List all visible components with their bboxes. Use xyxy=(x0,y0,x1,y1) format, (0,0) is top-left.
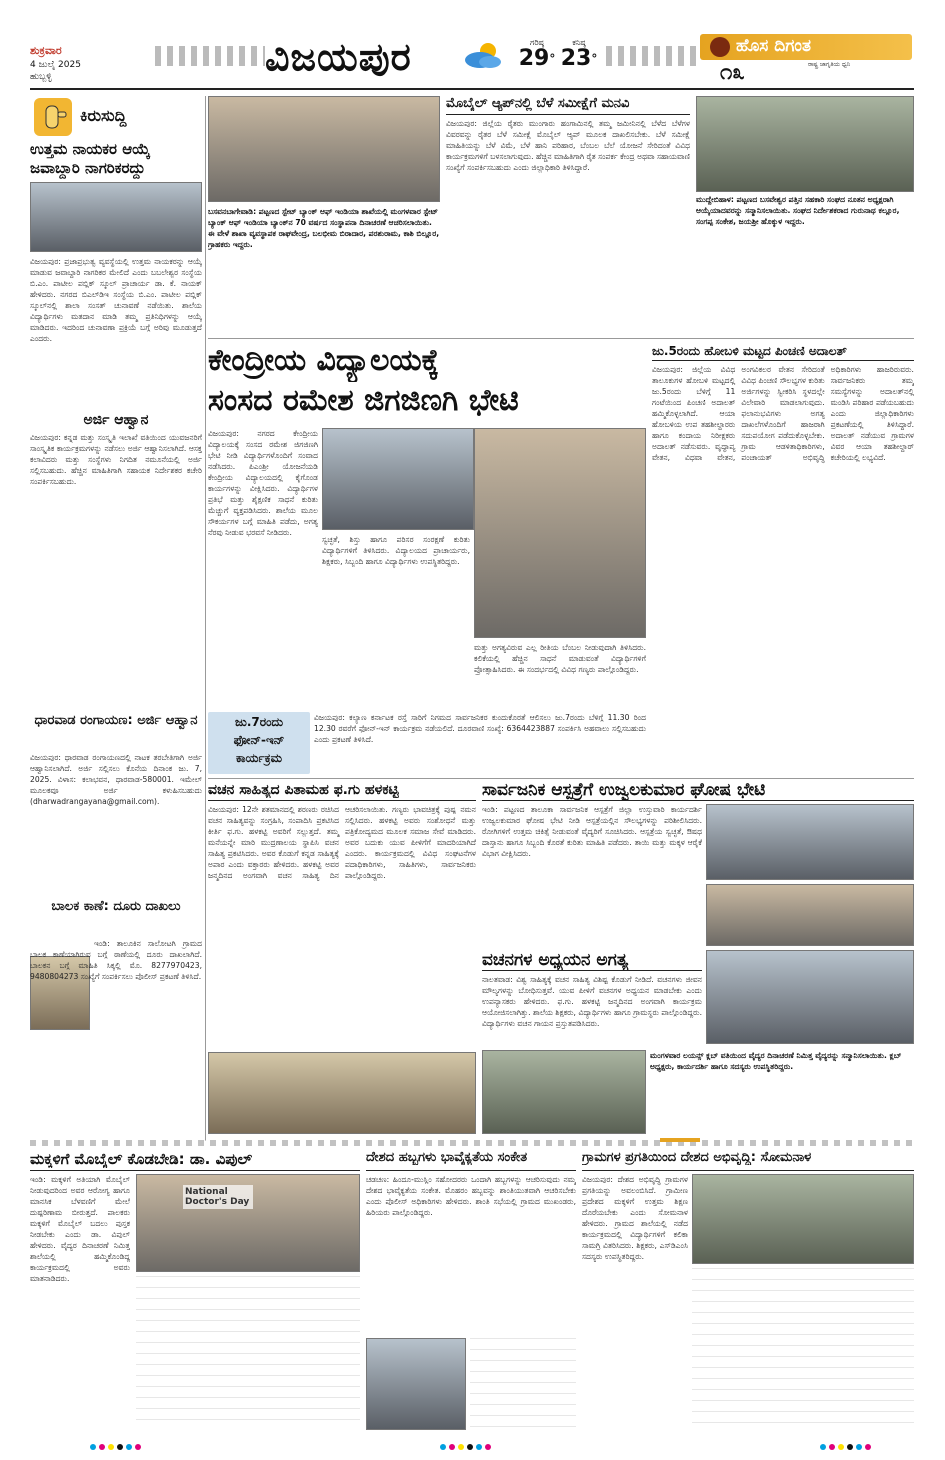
brand-box xyxy=(700,34,912,86)
brand-name: ಹೊಸ ದಿಗಂತ xyxy=(736,36,811,56)
max-label: ಗರಿಷ್ಠ xyxy=(530,38,544,47)
min-degree: ° xyxy=(591,52,598,66)
kv-body-3: ಮತ್ತು ಅಗತ್ಯವಿರುವ ಎಲ್ಲ ರೀತಿಯ ಬೆಂಬಲ ನೀಡುವುದಾಗಿ ತಿಳಿಸಿದರು. ಕಲಿಕೆಯಲ್ಲಿ ಹೆಚ್ಚಿನ ಸಾಧನೆ ಮಾಡುವಂತೆ ವಿದ್ಯಾರ್ಥಿಗಳಿಗೆ ಪ್ರೋತ್ಸಾಹಿಸಿದರು. ಈ ಸಂದರ್ಭದಲ್ಲಿ ವಿವಿಧ ಗಣ್ಯರು ಪಾಲ್ಗೊಂಡಿದ್ದರು. xyxy=(474,643,646,674)
mobile-kids-body-2 xyxy=(136,1276,360,1430)
dateline xyxy=(30,44,150,82)
vachana-study-headline: ವಚನಗಳ ಅಧ್ಯಯನ ಅಗತ್ಯ xyxy=(482,950,629,970)
vachana-rule xyxy=(208,800,476,801)
hospital-body: ಇಂಡಿ: ಪಟ್ಟಣದ ತಾಲೂಕಾ ಸಾರ್ವಜನಿಕ ಆಸ್ಪತ್ರೆಗೆ ಜಿಲ್ಲಾ ಉಸ್ತುವಾರಿ ಕಾರ್ಯದರ್ಶಿ ಉಜ್ವಲಕುಮಾರ ಘೋಷ ಭೇಟಿ ನೀಡಿ ಆಸ್ಪತ್ರೆಯಲ್ಲಿನ ಸೌಲಭ್ಯಗಳನ್ನು ಪರಿಶೀಲಿಸಿದರು. ರೋಗಿಗಳಿಗೆ ಉತ್ತಮ ಚಿಕಿತ್ಸೆ ನೀಡುವಂತೆ ವೈದ್ಯರಿಗೆ ಸೂಚಿಸಿದರು. ಆಸ್ಪತ್ರೆಯ ಸ್ವಚ್ಛತೆ, ಔಷಧ ದಾಸ್ತಾನು ಹಾಗೂ ಸಿಬ್ಬಂದಿ ಕೊರತೆ ಕುರಿತು ಮಾಹಿತಿ ಪಡೆದರು. ತಾಯಿ ಮತ್ತು ಮಕ್ಕಳ ಆರೈಕೆ ವಿಭಾಗ ವೀಕ್ಷಿಸಿದರು. xyxy=(482,805,702,858)
masthead-day: ಶುಕ್ರವಾರ xyxy=(30,44,62,57)
hospital-photo-2 xyxy=(706,884,914,946)
society-photo xyxy=(696,96,914,192)
bottom-stripes xyxy=(30,1140,914,1146)
kiru-photo xyxy=(30,182,202,252)
dharwad-body: ವಿಜಯಪುರ: ಧಾರವಾಡ ರಂಗಾಯಣದಲ್ಲಿ ನಾಟಕ ತರಬೇತಿಗಾಗಿ ಅರ್ಜಿ ಆಹ್ವಾನಿಸಲಾಗಿದೆ. ಅರ್ಜಿ ಸಲ್ಲಿಸಲು ಕೊನೆಯ ದಿನಾಂಕ ಜು. 7, 2025. ವಿಳಾಸ: ಕಲಾಭವನ, ಧಾರವಾಡ-580001. ಇಮೇಲ್ ಮೂಲಕವೂ ಅರ್ಜಿ ಕಳುಹಿಸಬಹುದು (dharwadrangayana@gmail.com). xyxy=(30,753,202,806)
hospital-photo-1 xyxy=(706,804,914,880)
masthead-stripes xyxy=(155,46,265,66)
mobile-kids-photo xyxy=(136,1174,360,1272)
village-body: ವಿಜಯಪುರ: ದೇಶದ ಅಭಿವೃದ್ಧಿ ಗ್ರಾಮಗಳ ಪ್ರಗತಿಯನ್ನು ಅವಲಂಬಿಸಿದೆ. ಗ್ರಾಮೀಣ ಪ್ರದೇಶದ ಮಕ್ಕಳಿಗೆ ಉತ್ತಮ ಶಿಕ್ಷಣ ದೊರೆಯಬೇಕು ಎಂದು ಸೋಮನಾಳ ಹೇಳಿದರು. ಗ್ರಾಮದ ಶಾಲೆಯಲ್ಲಿ ನಡೆದ ಕಾರ್ಯಕ್ರಮದಲ್ಲಿ ವಿದ್ಯಾರ್ಥಿಗಳಿಗೆ ಕಲಿಕಾ ಸಾಮಗ್ರಿ ವಿತರಿಸಿದರು. ಶಿಕ್ಷಕರು, ಎಸ್‌ಡಿಎಂಸಿ ಸದಸ್ಯರು ಉಪಸ್ಥಿತರಿದ್ದರು. xyxy=(582,1175,688,1261)
kv-headline-line1: ಕೇಂದ್ರೀಯ ವಿದ್ಯಾಲಯಕ್ಕೆ xyxy=(208,343,440,378)
village-headline: ಗ್ರಾಮಗಳ ಪ್ರಗತಿಯಿಂದ ದೇಶದ ಅಭಿವೃದ್ಧಿ: ಸೋಮನಾಳ xyxy=(582,1150,812,1165)
registration-dots-center xyxy=(440,1444,491,1450)
min-temp-value: 23 xyxy=(560,46,592,71)
mobile-kids-rule xyxy=(30,1170,360,1171)
max-degree: ° xyxy=(549,52,556,66)
weather-icon xyxy=(462,40,506,70)
kiru-body: ವಿಜಯಪುರ: ಪ್ರಜಾಪ್ರಭುತ್ವ ವ್ಯವಸ್ಥೆಯಲ್ಲಿ ಉತ್ತಮ ನಾಯಕರನ್ನು ಆಯ್ಕೆ ಮಾಡುವ ಜವಾಬ್ದಾರಿ ನಾಗರಿಕರ ಮೇಲಿದೆ ಎಂದು ಬಬಲೇಶ್ವರ ಸಂಸ್ಥೆಯ ಬಿ.ಎಂ. ಪಾಟೀಲ ಪಬ್ಲಿಕ್ ಸ್ಕೂಲ್ ಪ್ರಾಚಾರ್ಯ ಡಾ. ಕೆ. ನಾಯಕ್ ಹೇಳಿದರು. ನಗರದ ಬಿಎಲ್‌ಡಿಇ ಸಂಸ್ಥೆಯ ಬಿ.ಎಂ. ಪಾಟೀಲ ಪಬ್ಲಿಕ್ ಸ್ಕೂಲ್‌ನಲ್ಲಿ ಶಾಲಾ ಸಂಸತ್ ಚುನಾವಣೆ ನಡೆಯಿತು. ಶಾಲೆಯ ವಿದ್ಯಾರ್ಥಿಗಳು ಮತದಾನ ಮಾಡಿ ತಮ್ಮ ಪ್ರತಿನಿಧಿಗಳನ್ನು ಆಯ್ಕೆ ಮಾಡಿದರು. ಇದರಿಂದ ಚುನಾವಣಾ ಪ್ರಕ್ರಿಯೆ ಬಗ್ಗೆ ಅರಿವು ಮೂಡುತ್ತದೆ ಎಂದರು. xyxy=(30,257,202,343)
society-caption: ಮುದ್ದೇಬಿಹಾಳ: ಪಟ್ಟಣದ ಬಸವೇಶ್ವರ ಪತ್ತಿನ ಸಹಕಾರಿ ಸಂಘದ ನೂತನ ಅಧ್ಯಕ್ಷರಾಗಿ ಆಯ್ಕೆಯಾದವರನ್ನು ಸನ್ಮಾನಿಸಲಾಯಿತು. ಸಂಘದ ನಿರ್ದೇಶಕರಾದ ಗುರುನಾಥ ಕಲ್ಲೂರ, ಸಂಗಪ್ಪ ಸಂಕೇಶ, ಜಯಶ್ರೀ ಹೊಕ್ಕುಳ ಇದ್ದರು. xyxy=(696,195,900,226)
village-body-2 xyxy=(692,1268,914,1430)
vachana-headline: ವಚನ ಸಾಹಿತ್ಯದ ಪಿತಾಮಹ ಫ.ಗು ಹಳಕಟ್ಟಿ xyxy=(208,782,399,798)
brand-logo-icon xyxy=(710,37,730,57)
kv-photo-student xyxy=(322,428,474,530)
vachana-study-photo-1 xyxy=(482,1050,646,1134)
phonein-tag-line1: ಜು.7ರಂದು xyxy=(234,715,284,729)
adalat-headline: ಜು.5ರಂದು ಹೋಬಳಿ ಮಟ್ಟದ ಪಿಂಚಣಿ ಅದಾಲತ್ xyxy=(652,344,847,358)
mobile-kids-headline: ಮಕ್ಕಳಿಗೆ ಮೊಬೈಲ್ ಕೊಡಬೇಡಿ: ಡಾ. ವಿಪುಲ್ xyxy=(30,1150,253,1168)
kiru-logo-box xyxy=(30,96,200,138)
adalat-rule xyxy=(652,360,914,361)
mobile-kids-photo-text: National Doctor's Day xyxy=(183,1185,253,1209)
top-row-rule xyxy=(208,338,914,339)
phonein-tag xyxy=(208,712,310,774)
kv-body-1: ವಿಜಯಪುರ: ನಗರದ ಕೇಂದ್ರೀಯ ವಿದ್ಯಾಲಯಕ್ಕೆ ಸಂಸದ ರಮೇಶ ಜಿಗಜಿಣಗಿ ಭೇಟಿ ನೀಡಿ ವಿದ್ಯಾರ್ಥಿಗಳೊಂದಿಗೆ ಸಂವಾದ ನಡೆಸಿದರು. ಪಿಎಂಶ್ರೀ ಯೋಜನೆಯಡಿ ಕೇಂದ್ರೀಯ ವಿದ್ಯಾಲಯದಲ್ಲಿ ಕೈಗೊಂಡ ಕಾರ್ಯಗಳನ್ನು ವೀಕ್ಷಿಸಿದರು. ವಿದ್ಯಾರ್ಥಿಗಳ ಪ್ರತಿಭೆ ಮತ್ತು ಶೈಕ್ಷಣಿಕ ಸಾಧನೆ ಕುರಿತು ಮೆಚ್ಚುಗೆ ವ್ಯಕ್ತಪಡಿಸಿದರು. ಶಾಲೆಯ ಮೂಲ ಸೌಕರ್ಯಗಳ ಬಗ್ಗೆ ಮಾಹಿತಿ ಪಡೆದು, ಅಗತ್ಯ ನೆರವು ನೀಡುವ ಭರವಸೆ ನೀಡಿದರು. xyxy=(208,429,318,537)
vachana-body: ವಿಜಯಪುರ: 12ನೇ ಶತಮಾನದಲ್ಲಿ ಶರಣರು ರಚಿಸಿದ ವಚನ ಸಾಹಿತ್ಯವನ್ನು ಸಂಗ್ರಹಿಸಿ, ಸಂಪಾದಿಸಿ ಪ್ರಕಟಿಸಿದ ಕೀರ್ತಿ ಫ.ಗು. ಹಳಕಟ್ಟಿ ಅವರಿಗೆ ಸಲ್ಲುತ್ತದೆ. ತಮ್ಮ ಮನೆಯನ್ನೇ ಮಾರಿ ಮುದ್ರಣಾಲಯ ಸ್ಥಾಪಿಸಿ ವಚನ ಸಾಹಿತ್ಯ ಪ್ರಕಟಿಸಿದರು. ಅವರ ಕೊಡುಗೆ ಕನ್ನಡ ಸಾಹಿತ್ಯಕ್ಕೆ ಅಪಾರ ಎಂದು ವಕ್ತಾರರು ಹೇಳಿದರು. ಹಳಕಟ್ಟಿ ಅವರ ಜನ್ಮದಿನದ ಅಂಗವಾಗಿ ವಚನ ಸಾಹಿತ್ಯ ದಿನ ಆಚರಿಸಲಾಯಿತು. ಗಣ್ಯರು ಭಾವಚಿತ್ರಕ್ಕೆ ಪುಷ್ಪ ನಮನ ಸಲ್ಲಿಸಿದರು. ಹಳಕಟ್ಟಿ ಅವರು ಸಂಶೋಧನೆ ಮತ್ತು ಪತ್ರಿಕೋದ್ಯಮದ ಮೂಲಕ ಸಮಾಜ ಸೇವೆ ಮಾಡಿದರು. ಅವರ ಬದುಕು ಯುವ ಪೀಳಿಗೆಗೆ ಮಾದರಿಯಾಗಿದೆ ಎಂದರು. ಕಾರ್ಯಕ್ರಮದಲ್ಲಿ ವಿವಿಧ ಸಂಘಟನೆಗಳ ಪದಾಧಿಕಾರಿಗಳು, ಸಾಹಿತಿಗಳು, ಸಾರ್ವಜನಿಕರು ಪಾಲ್ಗೊಂಡಿದ್ದರು. xyxy=(208,805,476,880)
hospital-headline: ಸಾರ್ವಜನಿಕ ಆಸ್ಪತ್ರೆಗೆ ಉಜ್ವಲಕುಮಾರ ಘೋಷ ಭೇಟಿ xyxy=(482,780,766,800)
mobile-app-headline: ಮೊಬೈಲ್ ಆ್ಯಪ್‌ನಲ್ಲಿ ಬೆಳೆ ಸಮೀಕ್ಷೆಗೆ ಮನವಿ xyxy=(446,96,630,111)
arji-body: ವಿಜಯಪುರ: ಕನ್ನಡ ಮತ್ತು ಸಂಸ್ಕೃತಿ ಇಲಾಖೆ ವತಿಯಿಂದ ಯುವಜನರಿಗೆ ಸಾಂಸ್ಕೃತಿಕ ಕಾರ್ಯಕ್ರಮಗಳನ್ನು ನಡೆಸಲು ಅರ್ಜಿ ಆಹ್ವಾನಿಸಲಾಗಿದೆ. ಆಸಕ್ತ ಕಲಾವಿದರು ಮತ್ತು ಸಂಸ್ಥೆಗಳು ನಿಗದಿತ ನಮೂನೆಯಲ್ಲಿ ಅರ್ಜಿ ಸಲ್ಲಿಸಬಹುದು. ಹೆಚ್ಚಿನ ಮಾಹಿತಿಗಾಗಿ ಸಹಾಯಕ ನಿರ್ದೇಶಕರ ಕಚೇರಿ ಸಂಪರ್ಕಿಸಬಹುದು. xyxy=(30,433,202,486)
phonein-tag-line3: ಕಾರ್ಯಕ್ರಮ xyxy=(235,751,283,765)
kiru-hand-icon xyxy=(34,98,72,136)
festival-body: ಚಡಚಣ: ಹಿಂದೂ-ಮುಸ್ಲಿಂ ಸಹೋದರರು ಒಂದಾಗಿ ಹಬ್ಬಗಳನ್ನು ಆಚರಿಸುವುದು ನಮ್ಮ ದೇಶದ ಭಾವೈಕ್ಯತೆಯ ಸಂಕೇತ. ಮೊಹರಂ ಹಬ್ಬವನ್ನು ಶಾಂತಿಯುತವಾಗಿ ಆಚರಿಸಬೇಕು ಎಂದು ಪೊಲೀಸ್ ಅಧಿಕಾರಿಗಳು ಹೇಳಿದರು. ಶಾಂತಿ ಸಭೆಯಲ್ಲಿ ಗ್ರಾಮದ ಮುಖಂಡರು, ಹಿರಿಯರು ಪಾಲ್ಗೊಂಡಿದ್ದರು. xyxy=(366,1175,576,1217)
adalat-body: ವಿಜಯಪುರ: ಜಿಲ್ಲೆಯ ವಿವಿಧ ತಾಲೂಕುಗಳ ಹೋಬಳಿ ಮಟ್ಟದಲ್ಲಿ ಜು.5ರಂದು ಬೆಳಿಗ್ಗೆ 11 ಗಂಟೆಯಿಂದ ಪಿಂಚಣಿ ಅದಾಲತ್ ಹಮ್ಮಿಕೊಳ್ಳಲಾಗಿದೆ. ಆಯಾ ಹೋಬಳಿಯ ಉಪ ತಹಶೀಲ್ದಾರರು ಹಾಗೂ ಕಂದಾಯ ನಿರೀಕ್ಷಕರು ಅದಾಲತ್ ನಡೆಸುವರು. ವೃದ್ಧಾಪ್ಯ ವೇತನ, ವಿಧವಾ ವೇತನ, ಅಂಗವಿಕಲರ ವೇತನ ಸೇರಿದಂತೆ ವಿವಿಧ ಪಿಂಚಣಿ ಸೌಲಭ್ಯಗಳ ಕುರಿತು ಅರ್ಜಿಗಳನ್ನು ಸ್ವೀಕರಿಸಿ ಸ್ಥಳದಲ್ಲೇ ವಿಲೇವಾರಿ ಮಾಡಲಾಗುವುದು. ಫಲಾನುಭವಿಗಳು ಅಗತ್ಯ ದಾಖಲೆಗಳೊಂದಿಗೆ ಹಾಜರಾಗಿ ಸದುಪಯೋಗ ಪಡೆದುಕೊಳ್ಳಬೇಕು. ಗ್ರಾಮ ಆಡಳಿತಾಧಿಕಾರಿಗಳು, ಪಂಚಾಯತ್ ಅಭಿವೃದ್ಧಿ ಅಧಿಕಾರಿಗಳು ಹಾಜರಿರುವರು. ಸಾರ್ವಜನಿಕರು ತಮ್ಮ ಸಮಸ್ಯೆಗಳನ್ನು ಅದಾಲತ್‌ನಲ್ಲಿ ಮಂಡಿಸಿ ಪರಿಹಾರ ಪಡೆಯಬಹುದು ಎಂದು ಜಿಲ್ಲಾಧಿಕಾರಿಗಳು ಪ್ರಕಟಣೆಯಲ್ಲಿ ತಿಳಿಸಿದ್ದಾರೆ. ಅದಾಲತ್ ನಡೆಯುವ ಗ್ರಾಮಗಳ ವಿವರ ಆಯಾ ತಹಶೀಲ್ದಾರ್ ಕಚೇರಿಯಲ್ಲಿ ಲಭ್ಯವಿದೆ. xyxy=(652,365,914,462)
festival-body-2 xyxy=(470,1338,576,1430)
mobile-app-body: ವಿಜಯಪುರ: ಜಿಲ್ಲೆಯ ರೈತರು ಮುಂಗಾರು ಹಂಗಾಮಿನಲ್ಲಿ ತಮ್ಮ ಜಮೀನಿನಲ್ಲಿ ಬೆಳೆದ ಬೆಳೆಗಳ ವಿವರವನ್ನು ರೈತರ ಬೆಳೆ ಸಮೀಕ್ಷೆ ಮೊಬೈಲ್ ಆ್ಯಪ್ ಮೂಲಕ ದಾಖಲಿಸಬೇಕು. ಬೆಳೆ ಸಮೀಕ್ಷೆ ಮಾಹಿತಿಯನ್ನು ಬೆಳೆ ವಿಮೆ, ಬೆಳೆ ಹಾನಿ ಪರಿಹಾರ, ಬೆಂಬಲ ಬೆಲೆ ಯೋಜನೆ ಸೇರಿದಂತೆ ವಿವಿಧ ಕಾರ್ಯಕ್ರಮಗಳಿಗೆ ಬಳಸಲಾಗುವುದು. ಹೆಚ್ಚಿನ ಮಾಹಿತಿಗಾಗಿ ರೈತ ಸಂಪರ್ಕ ಕೇಂದ್ರ ಅಥವಾ ಸಹಾಯವಾಣಿ ಸಂಖ್ಯೆಗೆ ಸಂಪರ್ಕಿಸಬಹುದು ಎಂದು ಜಿಲ್ಲಾಧಿಕಾರಿ ತಿಳಿಸಿದ್ದಾರೆ. xyxy=(446,119,690,172)
registration-dots-right xyxy=(820,1444,871,1450)
min-label: ಕನಿಷ್ಠ xyxy=(572,38,586,47)
masthead-rule xyxy=(30,88,914,90)
balaka-body: ಇಂಡಿ: ತಾಲೂಕಿನ ಸಾಲೋಟಗಿ ಗ್ರಾಮದ ಬಾಲಕ ಕಾಣೆಯಾಗಿರುವ ಬಗ್ಗೆ ಠಾಣೆಯಲ್ಲಿ ದೂರು ದಾಖಲಾಗಿದೆ. ಬಾಲಕನ ಬಗ್ಗೆ ಮಾಹಿತಿ ಸಿಕ್ಕಲ್ಲಿ ಮೊ. 8277970423, 9480804273 ಸಂಖ್ಯೆಗೆ ಸಂಪರ್ಕಿಸಲು ಪೊಲೀಸ್ ಪ್ರಕಟಣೆ ತಿಳಿಸಿದೆ. xyxy=(30,939,202,981)
vachana-study-rule xyxy=(482,970,702,971)
bottom-accent xyxy=(660,1138,700,1142)
vachana-study-photo-2 xyxy=(706,950,914,1044)
village-rule xyxy=(582,1170,914,1171)
sbi-photo xyxy=(208,96,440,202)
registration-dots-left xyxy=(90,1444,141,1450)
festival-photo xyxy=(366,1338,466,1430)
masthead-date: 4 ಜುಲೈ 2025 xyxy=(30,60,81,70)
min-temp xyxy=(556,38,602,70)
arji-headline: ಅರ್ಜಿ ಆಹ್ವಾನ xyxy=(83,412,149,428)
max-temp-value: 29 xyxy=(518,46,550,71)
brand-tagline: ರಾಷ್ಟ್ರ ಜಾಗೃತಿಯ ಧ್ವನಿ xyxy=(808,61,851,68)
vachana-study-caption: ಮಂಗಳವಾರ ಲಯನ್ಸ್ ಕ್ಲಬ್ ವತಿಯಿಂದ ವೈದ್ಯರ ದಿನಾಚರಣೆ ನಿಮಿತ್ತ ವೈದ್ಯರನ್ನು ಸನ್ಮಾನಿಸಲಾಯಿತು. ಕ್ಲಬ್ ಅಧ್ಯಕ್ಷರು, ಕಾರ್ಯದರ್ಶಿ ಹಾಗೂ ಸದಸ್ಯರು ಉಪಸ್ಥಿತರಿದ್ದರು. xyxy=(650,1051,902,1071)
hospital-rule xyxy=(482,800,914,801)
max-temp xyxy=(514,38,560,70)
masthead xyxy=(0,0,945,88)
phonein-tag-line2: ಫೋನ್-ಇನ್ xyxy=(233,733,285,747)
kiru-logo-text: ಕಿರುಸುದ್ದಿ xyxy=(80,106,127,125)
brand-banner xyxy=(700,34,912,60)
kv-body-2: ಸ್ವಚ್ಛತೆ, ಶಿಸ್ತು ಹಾಗೂ ಪರಿಸರ ಸಂರಕ್ಷಣೆ ಕುರಿತು ವಿದ್ಯಾರ್ಥಿಗಳಿಗೆ ತಿಳಿಸಿದರು. ವಿದ್ಯಾಲಯದ ಪ್ರಾಚಾರ್ಯರು, ಶಿಕ್ಷಕರು, ಸಿಬ್ಬಂದಿ ಹಾಗೂ ವಿದ್ಯಾರ್ಥಿಗಳು ಉಪಸ್ಥಿತರಿದ್ದರು. xyxy=(322,535,470,566)
kiru-headline: ಉತ್ತಮ ನಾಯಕರ ಆಯ್ಕೆ ಜವಾಬ್ದಾರಿ ನಾಗರಿಕರದ್ದು xyxy=(30,140,151,177)
left-column-divider xyxy=(205,96,206,1141)
vachana-study-body: ನಾಲತವಾಡ: ವಿಶ್ವ ಸಾಹಿತ್ಯಕ್ಕೆ ವಚನ ಸಾಹಿತ್ಯ ವಿಶಿಷ್ಟ ಕೊಡುಗೆ ನೀಡಿದೆ. ವಚನಗಳು ಜೀವನ ಮೌಲ್ಯಗಳನ್ನು ಬೋಧಿಸುತ್ತವೆ. ಯುವ ಪೀಳಿಗೆ ವಚನಗಳ ಅಧ್ಯಯನ ಮಾಡಬೇಕು ಎಂದು ಉಪನ್ಯಾಸಕರು ಹೇಳಿದರು. ಫ.ಗು. ಹಳಕಟ್ಟಿ ಜನ್ಮದಿನದ ಅಂಗವಾಗಿ ಕಾರ್ಯಕ್ರಮ ಆಯೋಜಿಸಲಾಗಿತ್ತು. ಶಾಲೆಯ ಶಿಕ್ಷಕರು, ವಿದ್ಯಾರ್ಥಿಗಳು ಹಾಗೂ ಗ್ರಾಮಸ್ಥರು ಪಾಲ್ಗೊಂಡಿದ್ದರು. ವಿದ್ಯಾರ್ಥಿಗಳು ವಚನ ಗಾಯನ ಪ್ರಸ್ತುತಪಡಿಸಿದರು. xyxy=(482,975,702,1028)
sbi-caption: ಬಸವನಬಾಗೇವಾಡಿ: ಪಟ್ಟಣದ ಸ್ಟೇಟ್ ಬ್ಯಾಂಕ್ ಆಫ್ ಇಂಡಿಯಾ ಶಾಖೆಯಲ್ಲಿ ಮಂಗಳವಾರ ಸ್ಟೇಟ್ ಬ್ಯಾಂಕ್ ಆಫ್ ಇಂಡಿಯಾ ಬ್ಯಾಂಕ್‌ನ 70 ವರ್ಷದ ಸಂಸ್ಥಾಪನಾ ದಿನಾಚರಣೆ ಆಚರಿಸಲಾಯಿತು. ಈ ವೇಳೆ ಶಾಖಾ ವ್ಯವಸ್ಥಾಪಕ ರಾಘವೇಂದ್ರ, ಬಲಭೀಮ ಬಿರಾದಾರ, ಪರಶುರಾಮ, ಕಾಶಿ ಬಿಲ್ಲೂರ, ಗ್ರಾಹಕರು ಇದ್ದರು. xyxy=(208,207,440,249)
festival-headline: ದೇಶದ ಹಬ್ಬಗಳು ಭಾವೈಕ್ಯತೆಯ ಸಂಕೇತ xyxy=(366,1150,528,1165)
masthead-place: ಹುಬ್ಬಳ್ಳಿ xyxy=(30,72,52,82)
kv-photo-mp xyxy=(474,428,646,638)
kv-headline-line2: ಸಂಸದ ರಮೇಶ ಜಿಗಜಿಣಗಿ ಭೇಟಿ xyxy=(208,383,519,418)
mid-row-rule xyxy=(208,778,914,779)
mobile-kids-body-1: ಇಂಡಿ: ಮಕ್ಕಳಿಗೆ ಅತಿಯಾಗಿ ಮೊಬೈಲ್ ನೀಡುವುದರಿಂದ ಅವರ ಆರೋಗ್ಯ ಹಾಗೂ ಮಾನಸಿಕ ಬೆಳವಣಿಗೆ ಮೇಲೆ ದುಷ್ಪರಿಣಾಮ ಬೀರುತ್ತದೆ. ಪಾಲಕರು ಮಕ್ಕಳಿಗೆ ಮೊಬೈಲ್ ಬದಲು ಪುಸ್ತಕ ನೀಡಬೇಕು ಎಂದು ಡಾ. ವಿಪುಲ್ ಹೇಳಿದರು. ವೈದ್ಯರ ದಿನಾಚರಣೆ ನಿಮಿತ್ತ ಶಾಲೆಯಲ್ಲಿ ಹಮ್ಮಿಕೊಂಡಿದ್ದ ಕಾರ್ಯಕ್ರಮದಲ್ಲಿ ಅವರು ಮಾತನಾಡಿದರು. xyxy=(30,1175,130,1283)
dharwad-headline: ಧಾರವಾಡ ರಂಗಾಯಣ: ಅರ್ಜಿ ಆಹ್ವಾನ xyxy=(34,713,198,728)
phonein-body: ವಿಜಯಪುರ: ಕಲ್ಯಾಣ ಕರ್ನಾಟಕ ರಸ್ತೆ ಸಾರಿಗೆ ನಿಗಮದ ಸಾರ್ವಜನಿಕರ ಕುಂದುಕೊರತೆ ಆಲಿಸಲು ಜು.7ರಂದು ಬೆಳಿಗ್ಗೆ 11.30 ರಿಂದ 12.30 ರವರೆಗೆ ಫೋನ್-ಇನ್ ಕಾರ್ಯಕ್ರಮ ನಡೆಯಲಿದೆ. ದೂರವಾಣಿ ಸಂಖ್ಯೆ: 6364423887 ಸಂಪರ್ಕಿಸಿ ಅಹವಾಲು ಸಲ್ಲಿಸಬಹುದು ಎಂದು ಪ್ರಕಟಣೆ ತಿಳಿಸಿದೆ. xyxy=(314,713,646,744)
masthead-stripes-right xyxy=(606,46,696,66)
mobile-app-rule xyxy=(446,114,690,115)
festival-rule xyxy=(366,1170,576,1171)
page-number: ೧೩ xyxy=(720,60,745,85)
balaka-headline: ಬಾಲಕ ಕಾಣೆ: ದೂರು ದಾಖಲು xyxy=(51,899,181,914)
masthead-title: ವಿಜಯಪುರ xyxy=(265,34,412,79)
village-photo xyxy=(692,1174,914,1264)
vachana-photo xyxy=(208,1052,476,1134)
